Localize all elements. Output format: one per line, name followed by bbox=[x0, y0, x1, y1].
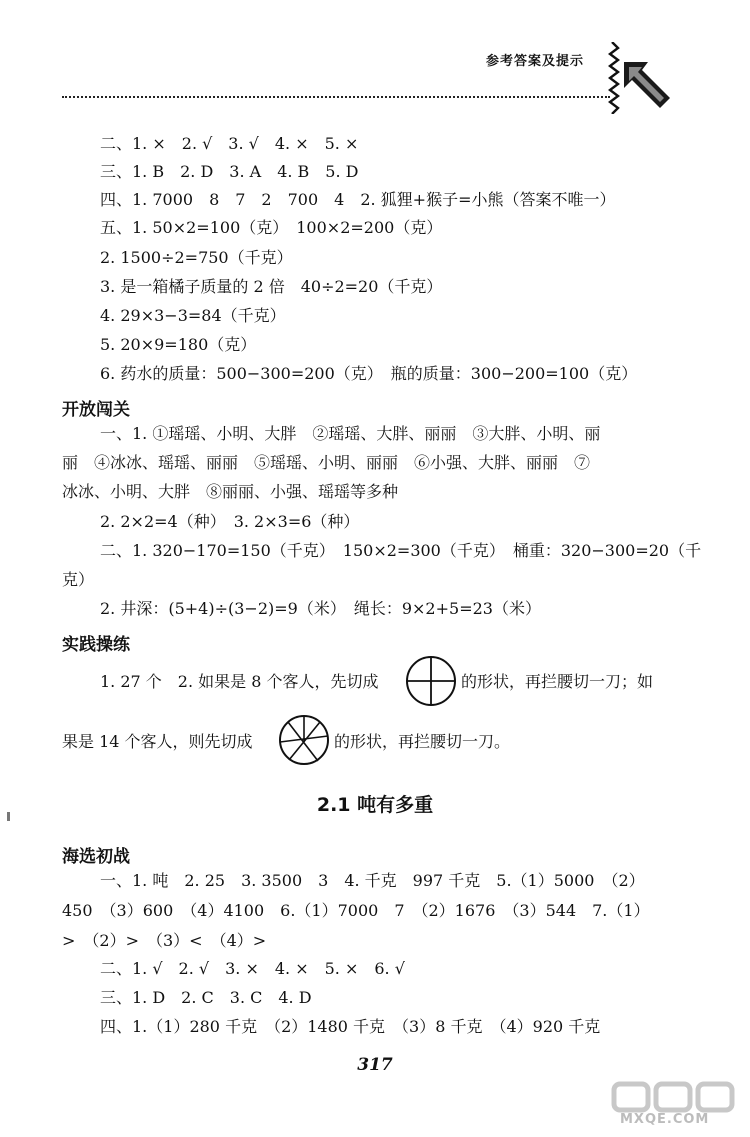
answer-line: > （2）> （3）< （4）> bbox=[62, 931, 267, 950]
answer-line: 4. 29×3−3=84（千克） bbox=[100, 306, 286, 325]
chapter-title: 2.1 吨有多重 bbox=[316, 794, 434, 816]
answer-line: 二、1. √ 2. √ 3. × 4. × 5. × 6. √ bbox=[100, 959, 405, 978]
section-heading-kaifang: 开放闯关 bbox=[62, 400, 130, 420]
section-heading-shijian: 实践操练 bbox=[62, 635, 130, 655]
watermark-text: MXQE.COM bbox=[620, 1112, 710, 1127]
margin-mark bbox=[7, 812, 10, 821]
answer-line: 四、1. 7000 8 7 2 700 4 2. 狐狸+猴子=小熊（答案不唯一） bbox=[100, 190, 616, 209]
answer-line: 2. 2×2=4（种） 3. 2×3=6（种） bbox=[100, 512, 360, 531]
answer-line: 1. 27 个 2. 如果是 8 个客人，先切成 bbox=[100, 672, 379, 691]
header-dotted-rule bbox=[62, 96, 610, 98]
circle-cut-four-figure bbox=[404, 654, 458, 708]
answer-line: 三、1. B 2. D 3. A 4. B 5. D bbox=[100, 162, 359, 181]
answer-line: 三、1. D 2. C 3. C 4. D bbox=[100, 988, 312, 1007]
answer-line: 一、1. 吨 2. 25 3. 3500 3 4. 千克 997 千克 5.（1）5000 （2） bbox=[100, 871, 645, 890]
answer-line: 丽 ④冰冰、瑶瑶、丽丽 ⑤瑶瑶、小明、丽丽 ⑥小强、大胖、丽丽 ⑦ bbox=[62, 453, 591, 472]
answer-line: 克） bbox=[62, 570, 95, 589]
answer-line: 的形状，再拦腰切一刀。 bbox=[334, 732, 511, 751]
answer-line: 二、1. 320−170=150（千克） 150×2=300（千克） 桶重：320−300=20（千 bbox=[100, 541, 702, 560]
page-number: 317 bbox=[357, 1055, 393, 1075]
answer-line: 二、1. × 2. √ 3. √ 4. × 5. × bbox=[100, 134, 359, 153]
answer-line: 3. 是一箱橘子质量的 2 倍 40÷2=20（千克） bbox=[100, 277, 443, 296]
answer-line: 一、1. ①瑶瑶、小明、大胖 ②瑶瑶、大胖、丽丽 ③大胖、小明、丽 bbox=[100, 424, 601, 443]
answer-line: 2. 井深：(5+4)÷(3−2)=9（米） 绳长：9×2+5=23（米） bbox=[100, 599, 541, 618]
section-heading-haixuan: 海选初战 bbox=[62, 847, 130, 867]
answer-line: 5. 20×9=180（克） bbox=[100, 335, 257, 354]
answer-line: 果是 14 个客人，则先切成 bbox=[62, 732, 253, 751]
circle-cut-seven-figure bbox=[276, 712, 332, 768]
answer-line: 的形状，再拦腰切一刀；如 bbox=[461, 672, 654, 691]
answer-line: 2. 1500÷2=750（千克） bbox=[100, 248, 293, 267]
answer-line: 四、1.（1）280 千克 （2）1480 千克 （3）8 千克 （4）920 千克 bbox=[100, 1017, 601, 1036]
header-title: 参考答案及提示 bbox=[486, 54, 585, 69]
answer-line: 冰冰、小明、大胖 ⑧丽丽、小强、瑶瑶等多种 bbox=[62, 482, 399, 501]
zigzag-ornament-icon bbox=[606, 42, 622, 114]
answer-line: 6. 药水的质量：500−300=200（克） 瓶的质量：300−200=100（克） bbox=[100, 364, 638, 383]
arrow-icon bbox=[622, 58, 674, 112]
answer-line: 450 （3）600 （4）4100 6.（1）7000 7 （2）1676 （3）544 7.（1） bbox=[62, 901, 650, 920]
answer-line: 五、1. 50×2=100（克） 100×2=200（克） bbox=[100, 218, 443, 237]
